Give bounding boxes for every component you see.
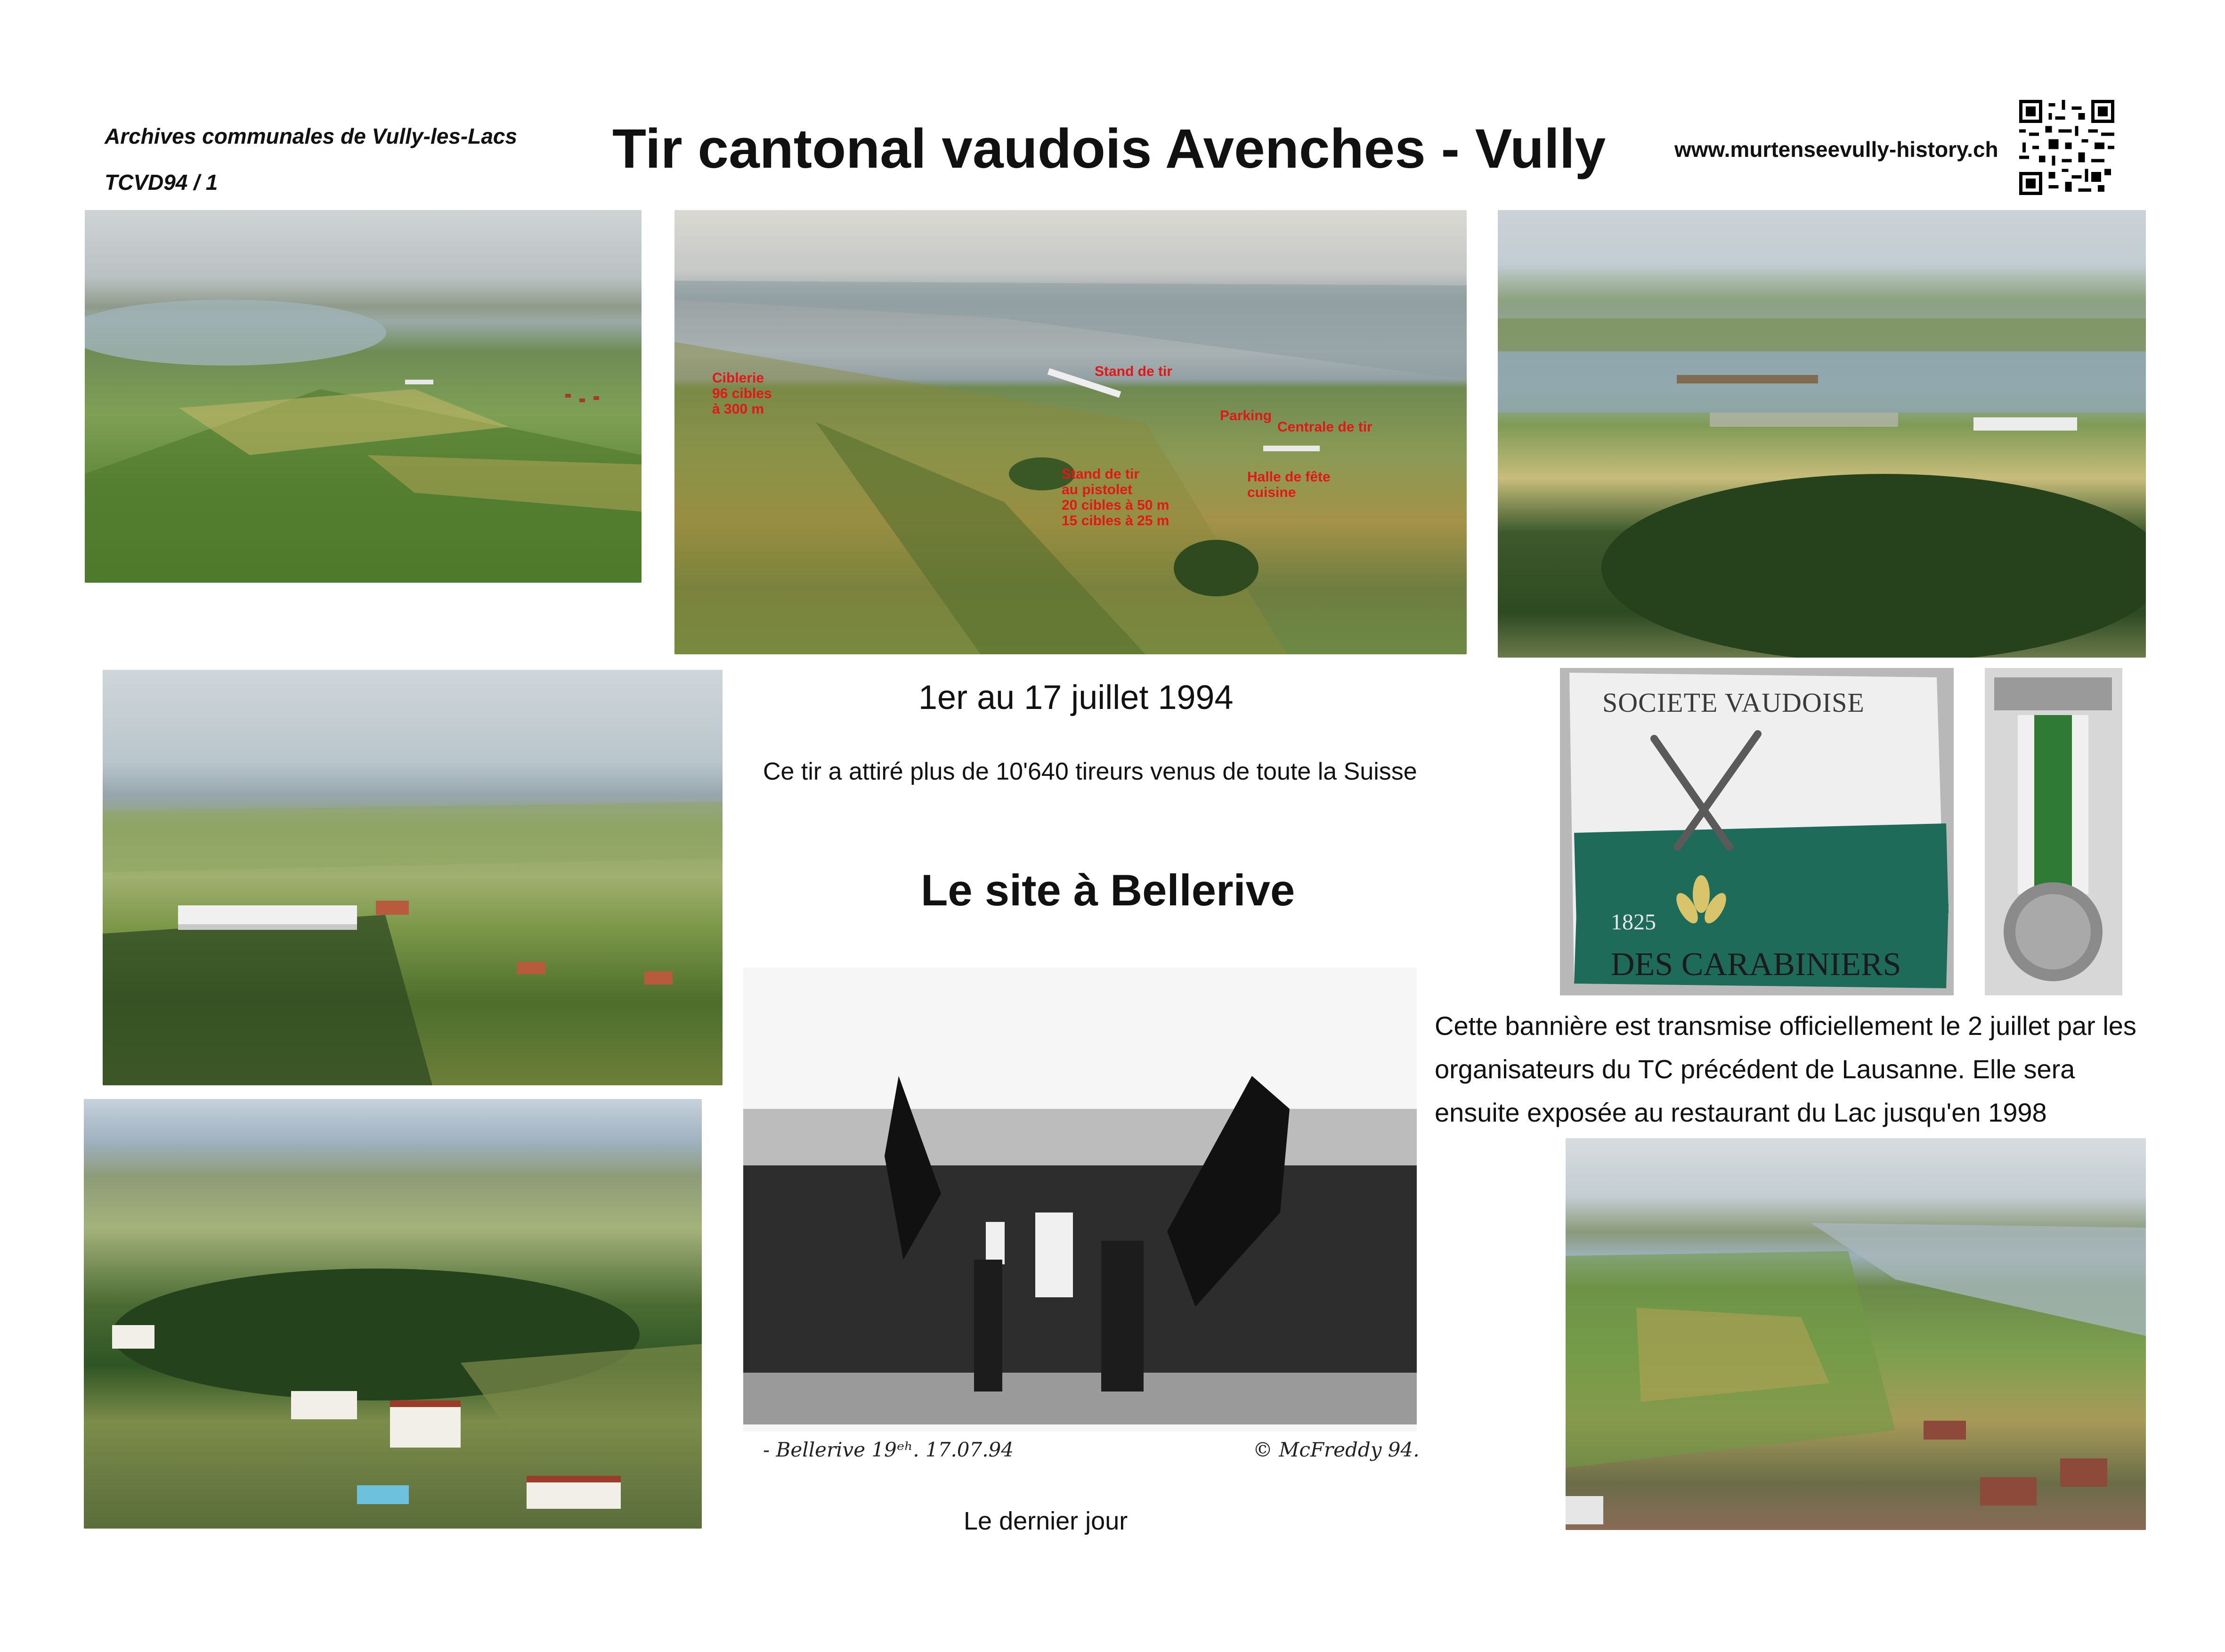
banner-description: Cette bannière est transmise officiellement le 2 juillet par les organisateurs du TC précédent de Lausanne. Elle sera ensuite exposée au restaurant du Lac jusqu'en 1998 <box>1435 1011 2136 1127</box>
aerial-photo-fields-lake <box>85 210 642 583</box>
banner-year: 1825 <box>1611 910 1656 935</box>
aerial-photo-annotated-site <box>674 210 1467 654</box>
bw-photo-caption: Le dernier jour <box>964 1507 1128 1535</box>
bw-photo-copyright: © McFreddy 94. <box>1253 1438 1420 1461</box>
aerial-photo-hall-vineyard <box>103 670 723 1085</box>
label-shooting-stand: Stand de tir <box>1095 364 1173 379</box>
label-targets: Ciblerie 96 cibles à 300 m <box>712 370 772 417</box>
aerial-photo-village-pool <box>84 1099 702 1529</box>
bw-photo-inscription: - Bellerive 19ᵉʰ. 17.07.94 <box>763 1438 1014 1461</box>
banner-photo <box>1560 668 1954 995</box>
label-central: Centrale de tir <box>1277 419 1372 435</box>
page-title: Tir cantonal vaudois Avenches - Vully <box>612 118 1606 180</box>
event-description: Ce tir a attiré plus de 10'640 tireurs venus de toute la Suisse <box>763 758 1417 785</box>
archive-reference: TCVD94 / 1 <box>105 170 218 195</box>
archive-label: Archives communales de Vully-les-Lacs <box>105 124 518 148</box>
event-dates: 1er au 17 juillet 1994 <box>918 679 1234 716</box>
banner-text-bottom: DES CARABINIERS <box>1611 946 1901 983</box>
label-festival-hall: Halle de fête cuisine <box>1247 469 1331 500</box>
label-parking: Parking <box>1220 408 1272 423</box>
medal-photo <box>1985 668 2122 995</box>
site-heading: Le site à Bellerive <box>921 865 1295 915</box>
label-pistol-stand: Stand de tir au pistolet 20 cibles à 50 m 15 cibles à 25 m <box>1062 466 1169 529</box>
bw-photo-last-day <box>743 968 1417 1475</box>
aerial-photo-lake-village <box>1566 1138 2146 1530</box>
qr-code-icon[interactable] <box>2019 100 2114 195</box>
website-link[interactable]: www.murtenseevully-history.ch <box>1674 137 1998 162</box>
aerial-photo-forest-lake <box>1498 210 2146 658</box>
banner-text-top: SOCIETE VAUDOISE <box>1602 687 1865 718</box>
